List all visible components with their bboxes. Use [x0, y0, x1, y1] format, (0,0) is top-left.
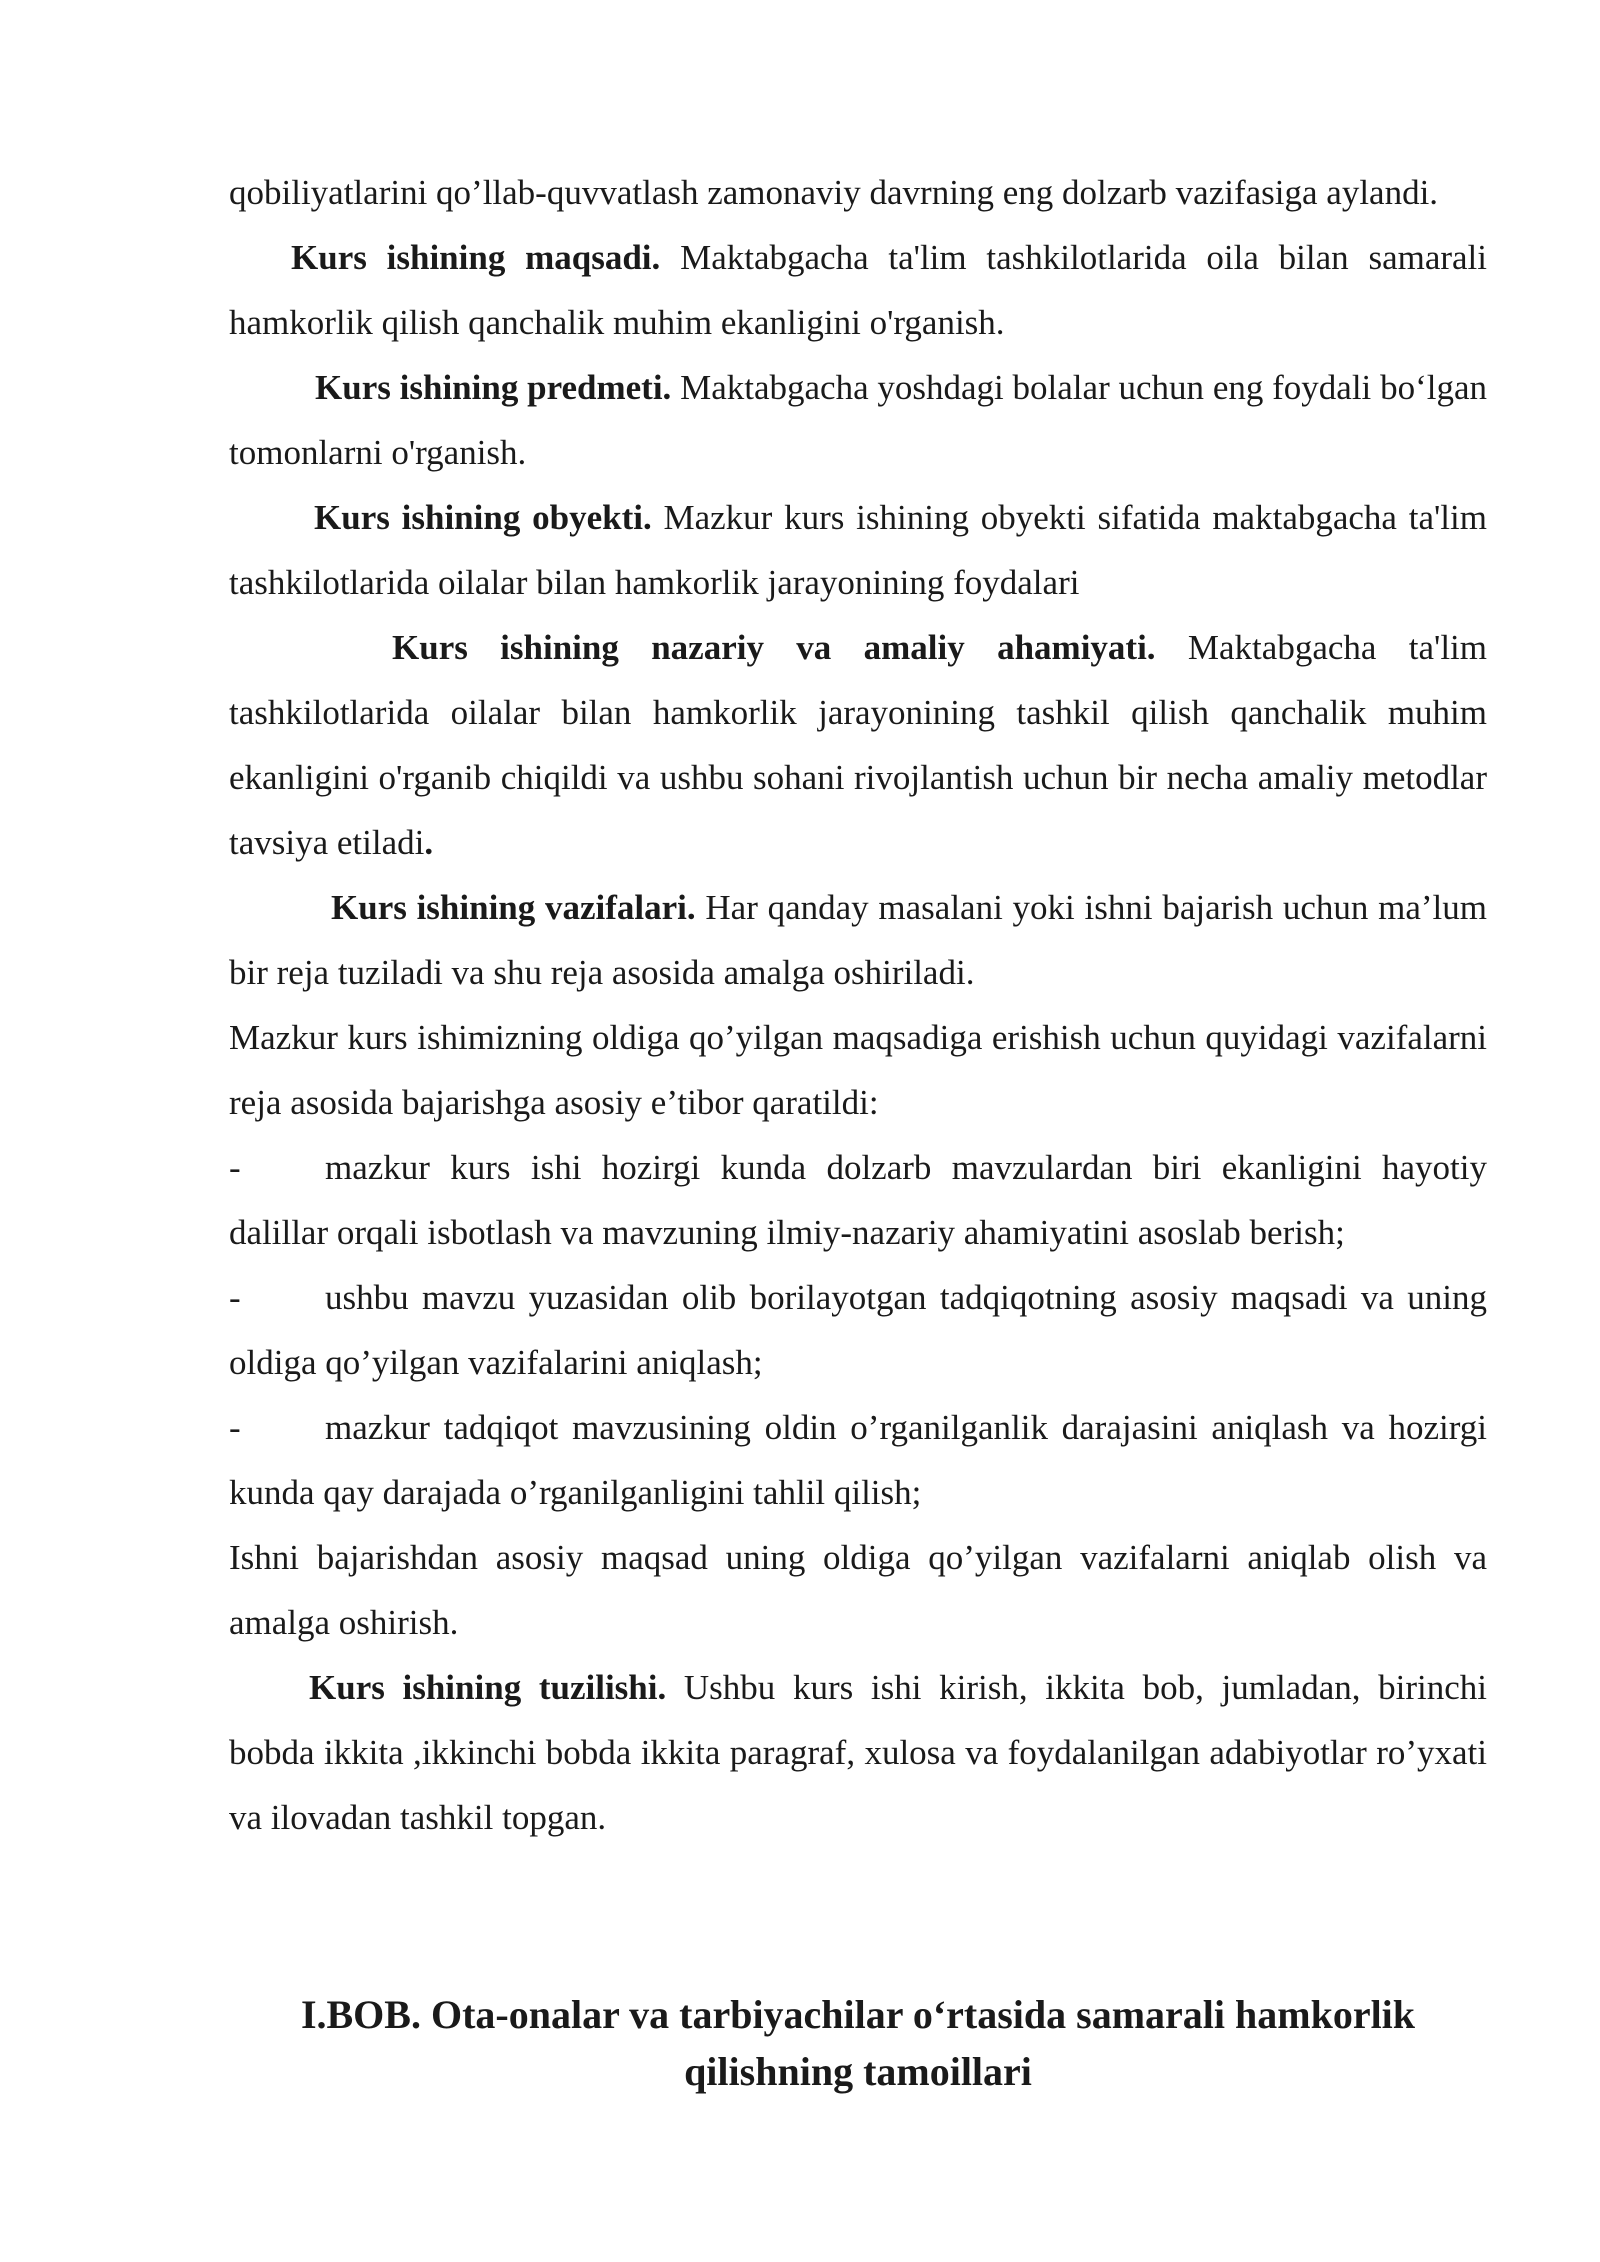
- significance-paragraph: [229, 615, 1487, 875]
- tasks-text: Har qanday masalani yoki ishni bajarish uchun ma’lum bir reja tuziladi va shu reja asosida amalga oshiriladi.: [229, 888, 1487, 992]
- goal-paragraph: [229, 225, 1487, 355]
- main-goal-paragraph: Ishni bajarishdan asosiy maqsad uning oldiga qo’yilgan vazifalarni aniqlab olish va amalga oshirish.: [229, 1538, 1487, 1642]
- list-item-text: ushbu mavzu yuzasidan olib borilayotgan tadqiqotning asosiy maqsadi va uning oldiga qo’yilgan vazifalarini aniqlash;: [229, 1278, 1487, 1382]
- list-dash: -: [229, 1148, 241, 1187]
- significance-label: Kurs ishining nazariy va amaliy ahamiyati.: [392, 628, 1156, 667]
- list-item: [229, 1135, 1487, 1265]
- structure-text: Ushbu kurs ishi kirish, ikkita bob, jumladan, birinchi bobda ikkita ,ikkinchi bobda ikkita paragraf, xulosa va foydalanilgan adabiyotlar ro’yxati va ilovadan tashkil topgan.: [229, 1668, 1487, 1837]
- document-body: [229, 160, 1487, 1850]
- list-item: [229, 1395, 1487, 1525]
- tasks-label: Kurs ishining vazifalari.: [331, 888, 696, 927]
- structure-paragraph: [229, 1655, 1487, 1850]
- list-item-text: mazkur tadqiqot mavzusining oldin o’rganilganlik darajasini aniqlash va hozirgi kunda qay darajada o’rganilganligini tahlil qilish;: [229, 1408, 1487, 1512]
- subject-paragraph: [229, 355, 1487, 485]
- list-dash: -: [229, 1278, 241, 1317]
- chapter-heading-line2: qilishning tamoillari: [684, 2049, 1032, 2094]
- chapter-heading: [229, 1986, 1487, 2100]
- object-paragraph: [229, 485, 1487, 615]
- list-item: [229, 1265, 1487, 1395]
- tasks-paragraph: [229, 875, 1487, 1005]
- goal-label: Kurs ishining maqsadi.: [291, 238, 661, 277]
- object-text: Mazkur kurs ishining obyekti sifatida maktabgacha ta'lim tashkilotlarida oilalar bilan hamkorlik jarayonining foydalari: [229, 498, 1487, 602]
- tasks-intro: Mazkur kurs ishimizning oldiga qo’yilgan maqsadiga erishish uchun quyidagi vazifalarni reja asosida bajarishga asosiy e’tibor qaratildi:: [229, 1018, 1487, 1122]
- list-item-text: mazkur kurs ishi hozirgi kunda dolzarb mavzulardan biri ekanligini hayotiy dalillar orqali isbotlash va mavzuning ilmiy-nazariy ahamiyatini asoslab berish;: [229, 1148, 1487, 1252]
- list-dash: -: [229, 1408, 241, 1447]
- intro-continuation: qobiliyatlarini qo’llab-quvvatlash zamonaviy davrning eng dolzarb vazifasiga aylandi.: [229, 173, 1439, 212]
- chapter-heading-line1: I.BOB. Ota-onalar va tarbiyachilar o‘rtasida samarali hamkorlik: [300, 1992, 1416, 2037]
- significance-text: Maktabgacha ta'lim tashkilotlarida oilalar bilan hamkorlik jarayonining tashkil qilish qanchalik muhim ekanligini o'rganib chiqildi va ushbu sohani rivojlantish uchun bir necha amaliy metodlar tavsiya etiladi: [229, 628, 1487, 862]
- significance-end: .: [424, 823, 434, 862]
- structure-label: Kurs ishining tuzilishi.: [309, 1668, 667, 1707]
- object-label: Kurs ishining obyekti.: [314, 498, 652, 537]
- subject-text: Maktabgacha yoshdagi bolalar uchun eng foydali bo‘lgan tomonlarni o'rganish.: [229, 368, 1487, 472]
- goal-text: Maktabgacha ta'lim tashkilotlarida oila bilan samarali hamkorlik qilish qanchalik muhim ekanligini o'rganish.: [229, 238, 1488, 342]
- subject-label: Kurs ishining predmeti.: [315, 368, 672, 407]
